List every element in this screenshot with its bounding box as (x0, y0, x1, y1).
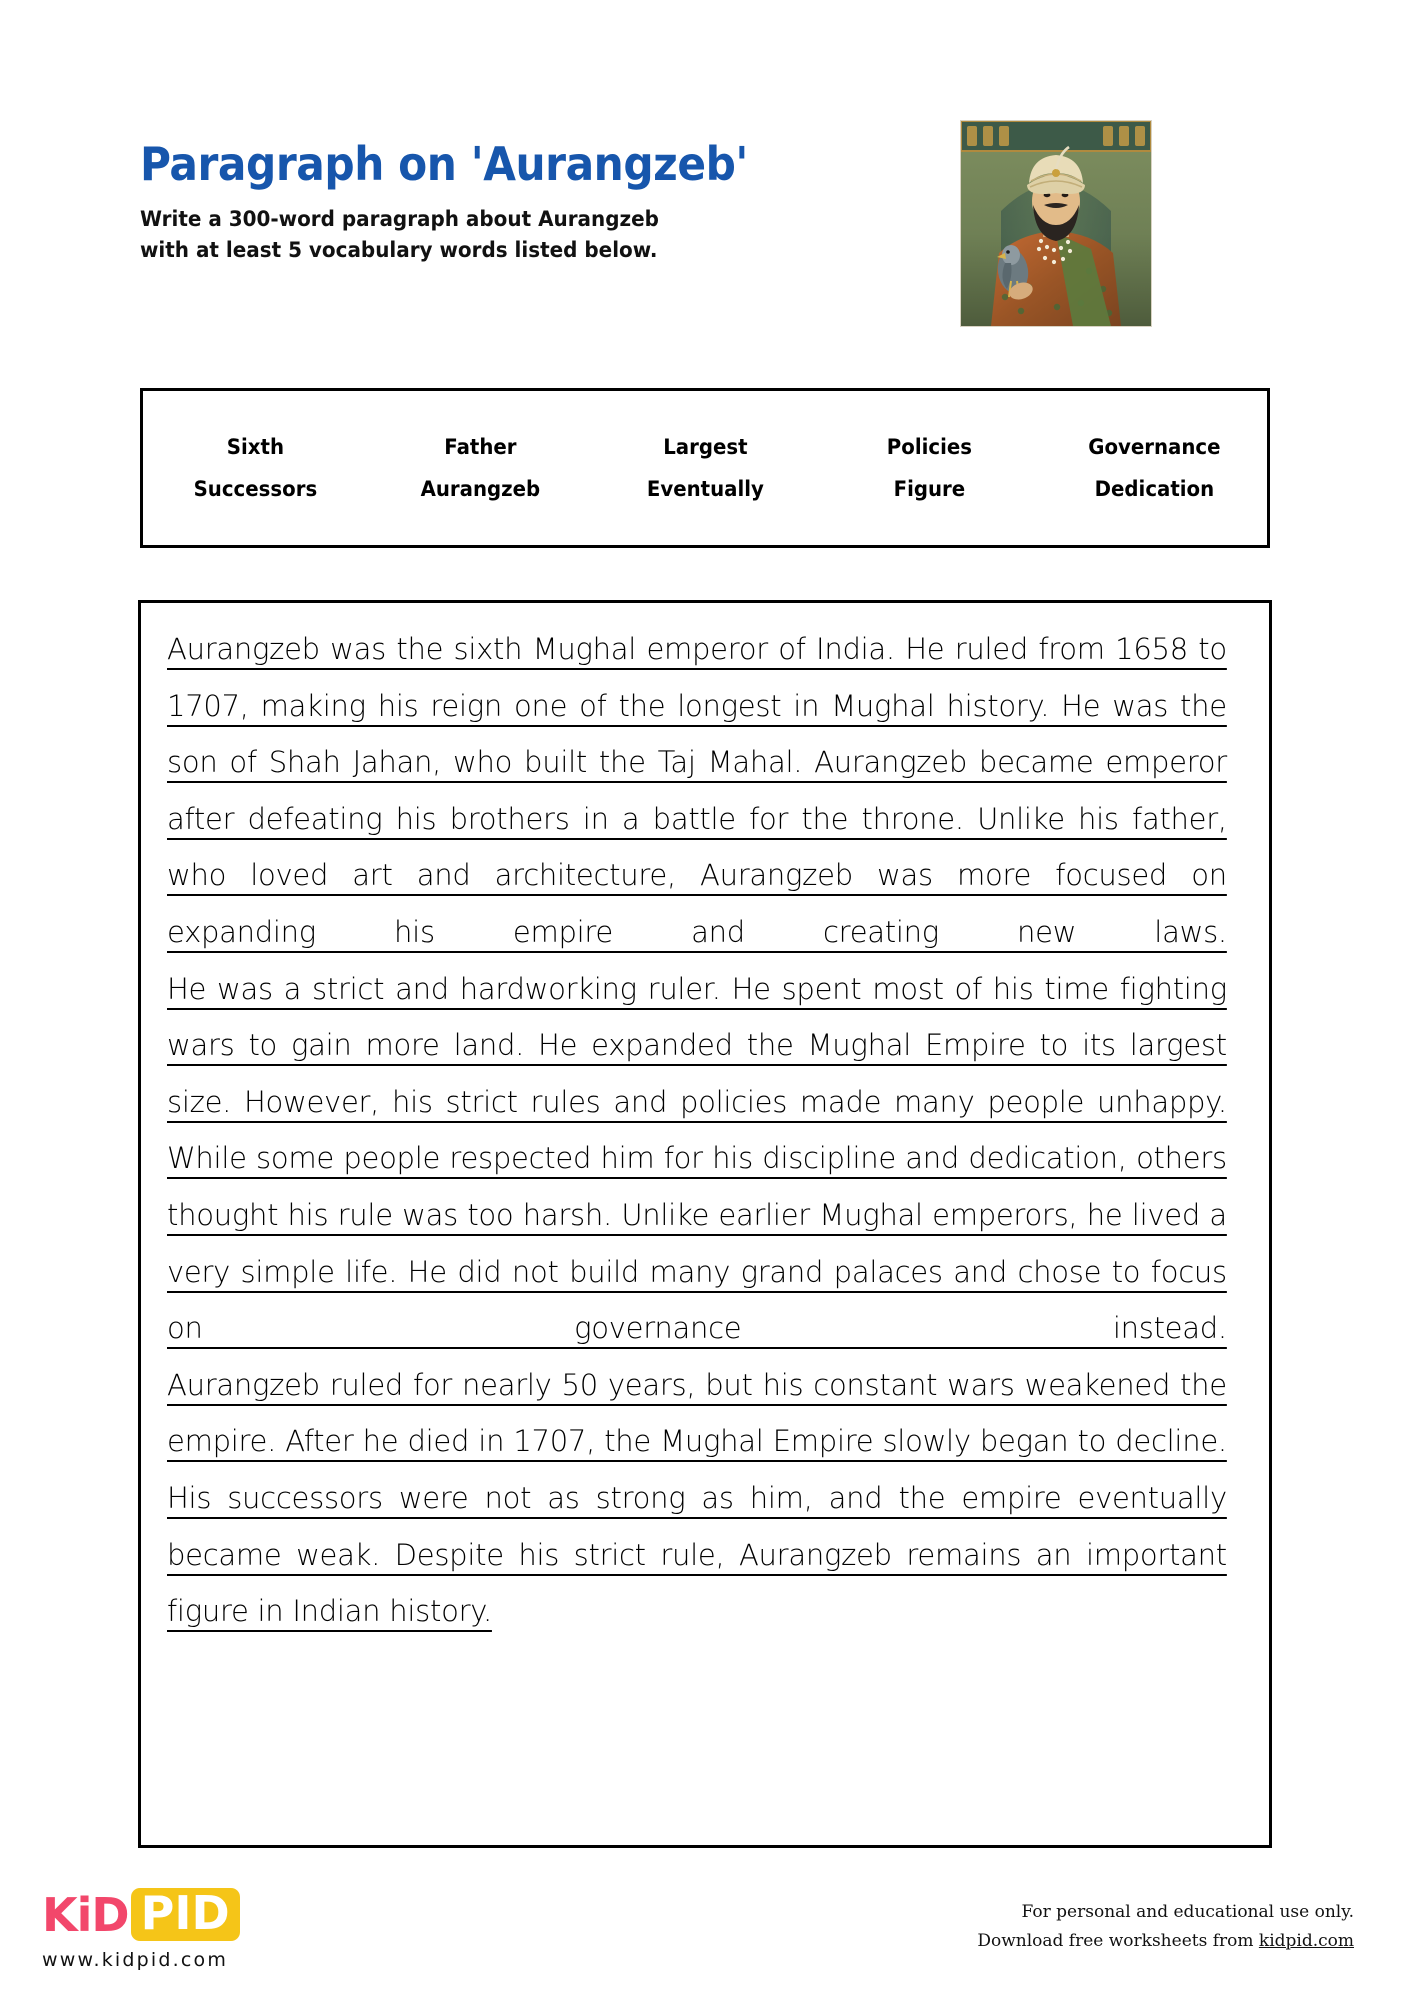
vocab-word: Sixth (226, 435, 285, 459)
kidpid-link[interactable]: kidpid.com (1258, 1930, 1354, 1951)
vocab-word: Successors (193, 477, 318, 501)
vocabulary-row-2 (143, 468, 1267, 510)
vocab-word: Figure (894, 477, 966, 501)
logo-pid-text: PID (131, 1888, 240, 1941)
worksheet-header (140, 137, 960, 265)
vocab-word: Policies (887, 435, 973, 459)
instructions-line-2: with at least 5 vocabulary words listed below. (140, 237, 658, 262)
vocab-word: Aurangzeb (420, 477, 540, 501)
kidpid-brand[interactable] (42, 1888, 240, 1971)
answer-paragraph-2[interactable]: He was a strict and hardworking ruler. He spent most of his time fighting wars to gain more land. He expanded the Mughal Empire to its largest size. However, his strict rules and policies made many people unhappy. While some people respected him for his discipline and dedication, others thought his rule was too harsh. Unlike earlier Mughal emperors, he lived a very simple life. He did not build many grand palaces and chose to focus on governance instead. (167, 971, 1227, 1346)
footer-usage-note (977, 1898, 1354, 1956)
vocab-word: Eventually (646, 477, 764, 501)
vocab-word: Governance (1088, 435, 1221, 459)
vocabulary-word-bank (140, 388, 1270, 548)
portrait-illustration (961, 121, 1151, 326)
instructions-line-1: Write a 300-word paragraph about Aurangzeb (140, 207, 659, 232)
worksheet-instructions (140, 204, 919, 265)
vocab-word: Largest (662, 435, 748, 459)
answer-paragraph-box[interactable] (138, 600, 1272, 1848)
answer-paragraph-3[interactable]: Aurangzeb ruled for nearly 50 years, but his constant wars weakened the empire. After he died in 1707, the Mughal Empire slowly began to decline. His successors were not as strong as him, and the empire eventually became weak. Despite his strict rule, Aurangzeb remains an important figure in Indian history. (167, 1367, 1227, 1629)
aurangzeb-portrait-image (960, 120, 1152, 327)
vocabulary-row-1 (143, 426, 1267, 468)
download-note-prefix: Download free worksheets from (977, 1930, 1259, 1951)
vocab-word: Dedication (1094, 477, 1215, 501)
usage-note-line-2 (977, 1927, 1354, 1956)
logo-kid-text: KiD (42, 1887, 129, 1942)
kidpid-logo[interactable] (42, 1888, 240, 1941)
answer-paragraph-1[interactable]: Aurangzeb was the sixth Mughal emperor of India. He ruled from 1658 to 1707, making his reign one of the longest in Mughal history. He was the son of Shah Jahan, who built the Taj Mahal. Aurangzeb became emperor after defeating his brothers in a battle for the throne. Unlike his father, who loved art and architecture, Aurangzeb was more focused on expanding his empire and creating new laws. (167, 632, 1227, 949)
usage-note-line-1: For personal and educational use only. (1021, 1902, 1354, 1922)
page-footer (0, 1880, 1414, 2000)
page-title: Paragraph on 'Aurangzeb' (140, 137, 748, 191)
vocab-word: Father (444, 435, 517, 459)
brand-website-url[interactable]: www.kidpid.com (42, 1949, 229, 1971)
